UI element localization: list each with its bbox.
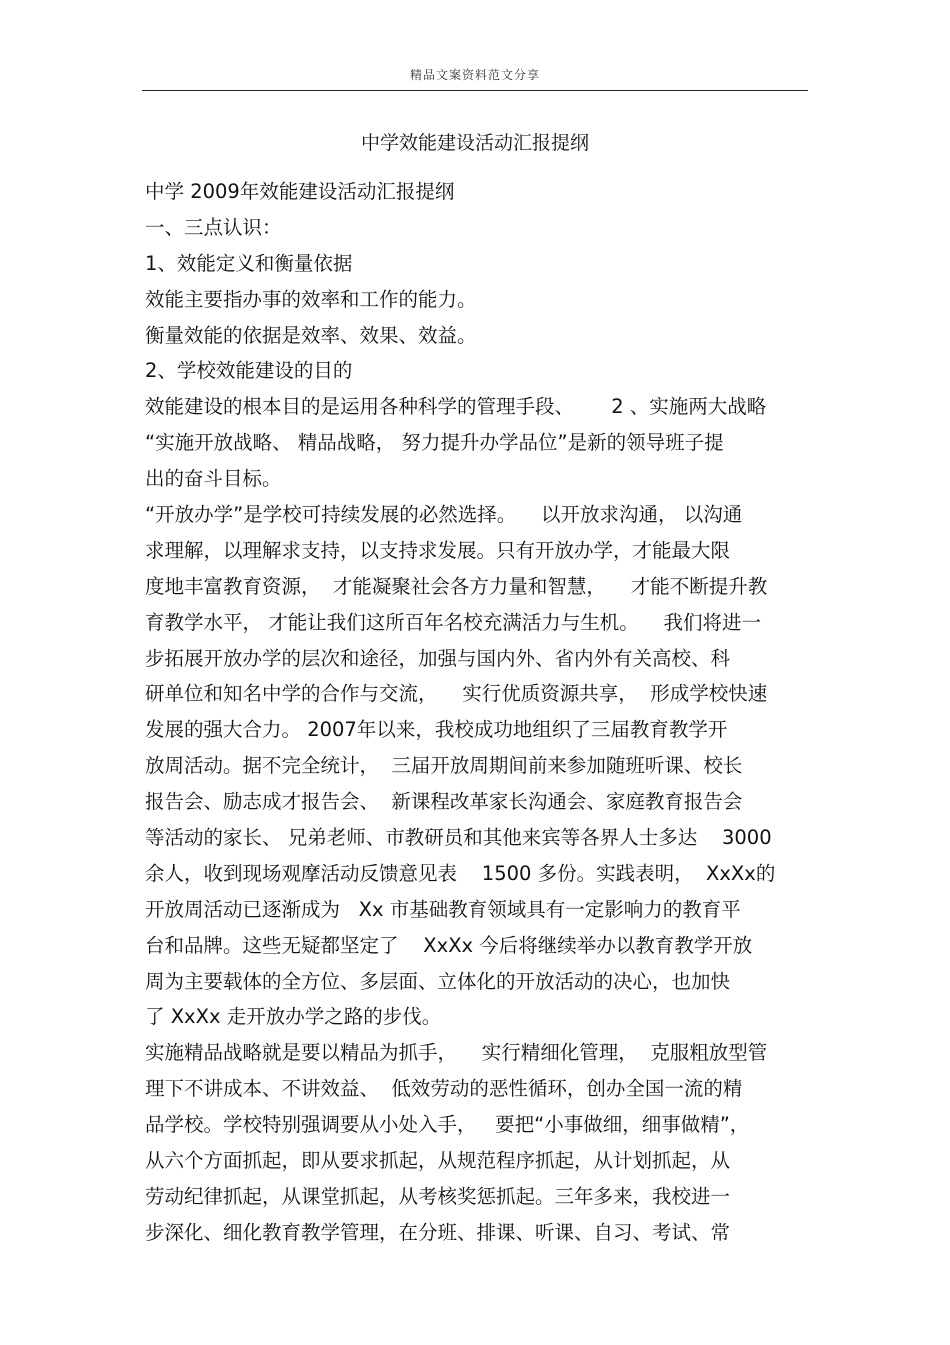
- text-line: 2、学校效能建设的目的: [145, 359, 353, 383]
- text-line: 余人，收到现场观摩活动反馈意见表 1500 多份。实践表明， XxXx的: [145, 861, 776, 885]
- text-line: 效能主要指办事的效率和工作的能力。: [145, 287, 477, 311]
- text-line: “实施开放战略、 精品战略， 努力提升办学品位”是新的领导班子提: [145, 431, 724, 455]
- text-line: 周为主要载体的全方位、多层面、立体化的开放活动的决心，也加快: [145, 969, 731, 993]
- document-title: 中学效能建设活动汇报提纲: [360, 132, 589, 154]
- header-rule: [142, 90, 808, 91]
- text-line: 了 XxXx 走开放办学之路的步伐。: [145, 1005, 442, 1029]
- text-line: 育教学水平， 才能让我们这所百年名校充满活力与生机。 我们将进一: [145, 610, 761, 634]
- text-line: 步深化、细化教育教学管理，在分班、排课、听课、自习、考试、常: [145, 1220, 731, 1244]
- text-line: 度地丰富教育资源， 才能凝聚社会各方力量和智慧， 才能不断提升教: [145, 574, 768, 598]
- text-line: 报告会、励志成才报告会、 新课程改革家长沟通会、家庭教育报告会: [145, 790, 743, 814]
- text-line: 放周活动。据不完全统计， 三届开放周期间前来参加随班听课、校长: [145, 754, 743, 778]
- text-line: “开放办学”是学校可持续发展的必然选择。 以开放求沟通， 以沟通: [145, 503, 743, 527]
- text-line: 研单位和知名中学的合作与交流， 实行优质资源共享， 形成学校快速: [145, 682, 768, 706]
- text-line: 中学 2009年效能建设活动汇报提纲: [145, 180, 455, 203]
- running-header: 精品文案资料范文分享: [409, 68, 540, 82]
- text-line: 效能建设的根本目的是运用各种科学的管理手段、 2 、实施两大战略: [145, 395, 767, 419]
- text-line: 品学校。学校特别强调要从小处入手， 要把“小事做细，细事做精”，: [145, 1113, 750, 1137]
- text-line: 1、效能定义和衡量依据: [145, 251, 353, 275]
- text-line: 求理解，以理解求支持，以支持求发展。只有开放办学，才能最大限: [145, 538, 731, 562]
- text-line: 等活动的家长、 兄弟老师、市教研员和其他来宾等各界人士多达 3000: [145, 826, 772, 850]
- text-line: 衡量效能的依据是效率、效果、效益。: [145, 323, 477, 347]
- text-line: 实施精品战略就是要以精品为抓手， 实行精细化管理， 克服粗放型管: [145, 1041, 768, 1065]
- text-line: 一、三点认识：: [145, 215, 282, 239]
- body-text: [145, 174, 825, 1251]
- text-line: 发展的强大合力。 2007年以来，我校成功地组织了三届教育教学开: [145, 718, 728, 742]
- text-line: 理下不讲成本、不讲效益、 低效劳动的恶性循环，创办全国一流的精: [145, 1077, 743, 1101]
- text-line: 出的奋斗目标。: [145, 467, 282, 491]
- text-line: 开放周活动已逐渐成为 Xx 市基础教育领域具有一定影响力的教育平: [145, 897, 741, 921]
- text-line: 劳动纪律抓起，从课堂抓起，从考核奖惩抓起。三年多来，我校进一: [145, 1184, 731, 1208]
- text-line: 台和品牌。这些无疑都坚定了 XxXx 今后将继续举办以教育教学开放: [145, 933, 753, 957]
- text-line: 从六个方面抓起，即从要求抓起，从规范程序抓起，从计划抓起，从: [145, 1149, 731, 1173]
- text-line: 步拓展开放办学的层次和途径，加强与国内外、省内外有关高校、科: [145, 646, 731, 670]
